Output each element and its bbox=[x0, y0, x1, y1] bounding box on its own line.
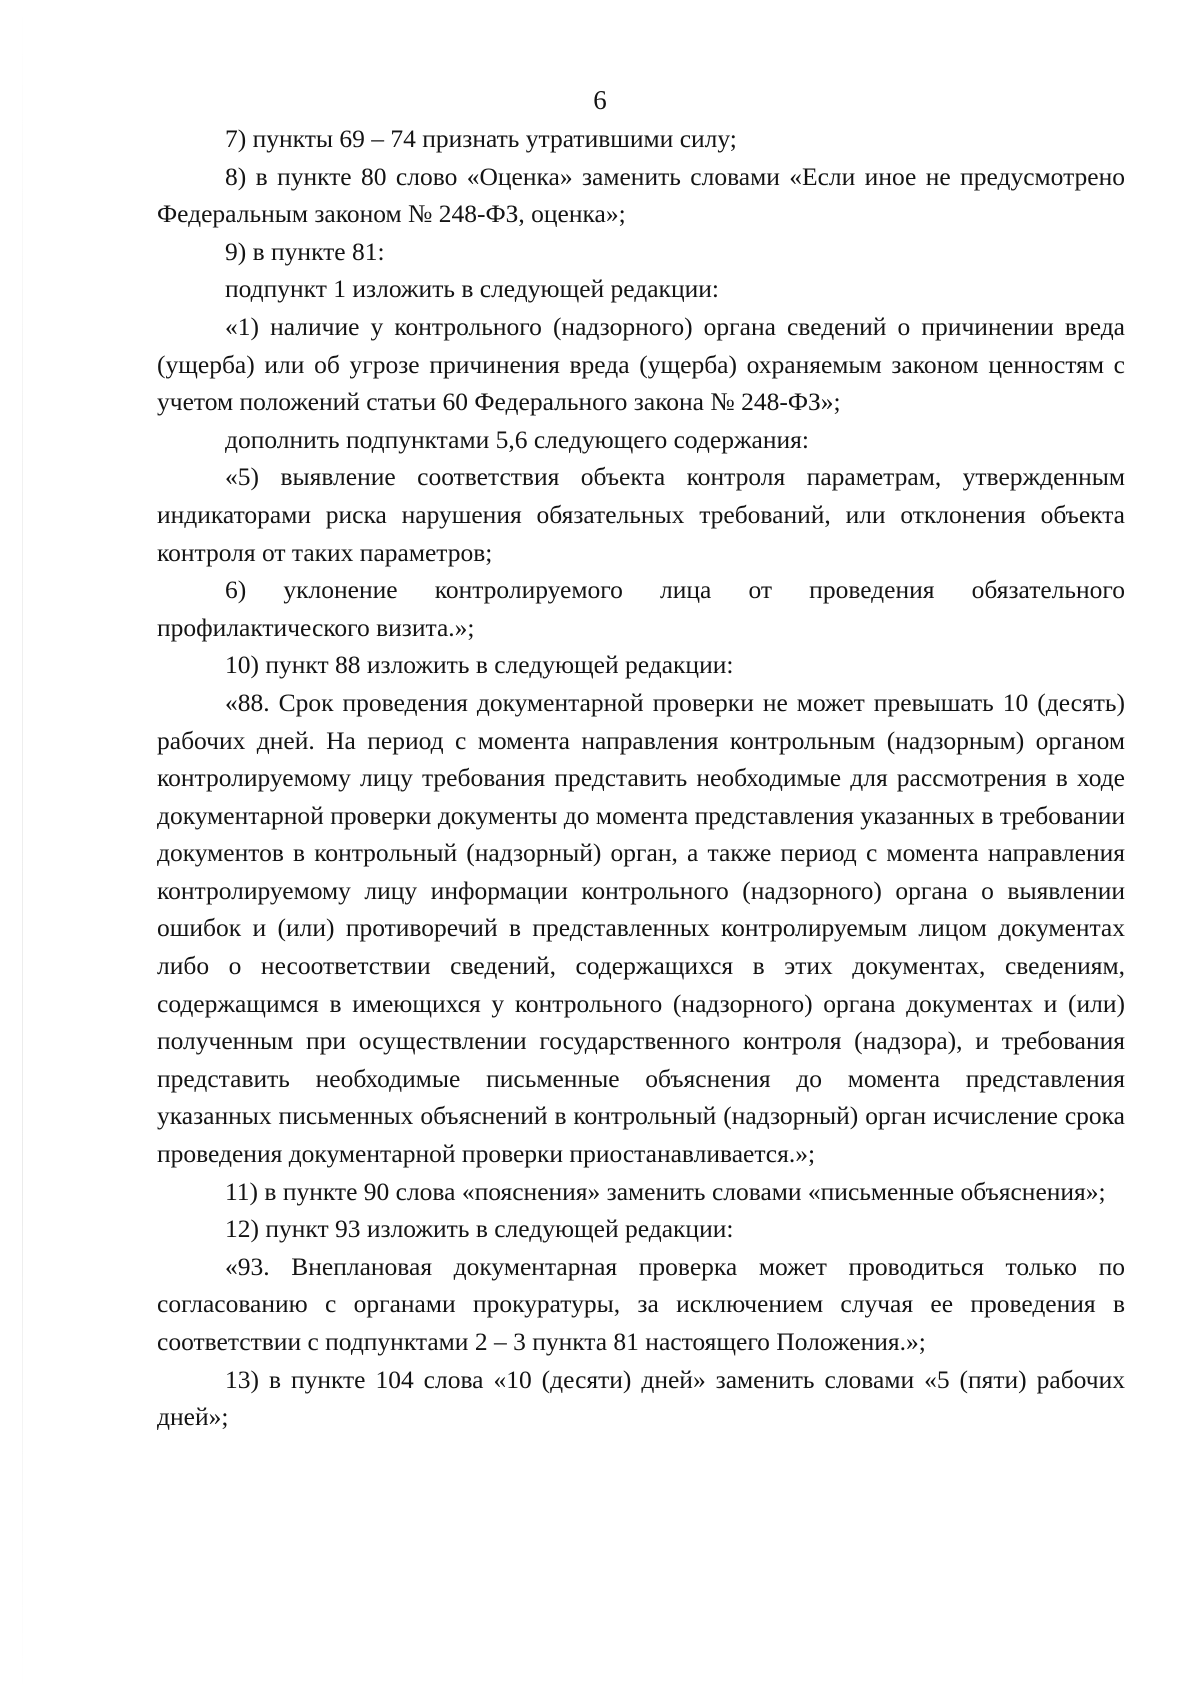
paragraph-subitem-5-text: «5) выявление соответствия объекта контроля параметрам, утвержденным индикаторами риска нарушения обязательных требований, или отклонения объекта контроля от таких параметров; bbox=[157, 462, 1125, 567]
paragraph-item-12: 12) пункт 93 изложить в следующей редакции: bbox=[225, 1214, 734, 1244]
paragraph-item-11: 11) в пункте 90 слова «пояснения» заменить словами «письменные объяснения»; bbox=[225, 1176, 1106, 1206]
paragraph-subitem-1-text: «1) наличие у контрольного (надзорного) органа сведений о причинении вреда (ущерба) или об угрозе причинения вреда (ущерба) охраняемым законом ценностям с учетом положений статьи 60 Федерального закона № 248-ФЗ»; bbox=[157, 311, 1125, 417]
paragraph-add-subitems-heading: дополнить подпунктами 5,6 следующего содержания: bbox=[225, 424, 809, 454]
paragraph-item-8: 8) в пункте 80 слово «Оценка» заменить словами «Если иное не предусмотрено Федеральным законом № 248-ФЗ, оценка»; bbox=[157, 161, 1125, 229]
paragraph-item-7: 7) пункты 69 – 74 признать утратившими силу; bbox=[225, 124, 737, 153]
paragraph-item-13: 13) в пункте 104 слова «10 (десяти) дней» заменить словами «5 (пяти) рабочих дней»; bbox=[157, 1364, 1125, 1432]
paragraph-subitem-6-text: 6) уклонение контролируемого лица от проведения обязательного профилактического визита.»; bbox=[157, 575, 1125, 642]
paragraph-point-93-text: «93. Внеплановая документарная проверка может проводиться только по согласованию с органами прокуратуры, за исключением случая ее проведения в соответствии с подпунктами 2 – 3 пункта 81 настоящего Положения.»; bbox=[157, 1251, 1125, 1356]
document-body bbox=[157, 120, 1125, 1436]
page-number: 6 bbox=[593, 85, 607, 115]
paragraph-point-88-text: «88. Срок проведения документарной проверки не может превышать 10 (десять) рабочих дней. На период с момента направления контрольным (надзорным) органом контролируемому лицу требования представить необходимые для рассмотрения в ходе документарной проверки документы до момента представления указанных в требовании документов в контрольный (надзорный) орган, а также период с момента направления контролируемому лицу информации контрольного (надзорного) органа о выявлении ошибок и (или) противоречий в представленных контролируемым лицом документах либо о несоответствии сведений, содержащихся в этих документах, сведениям, содержащимся в имеющихся у контрольного (надзорного) органа документах и (или) полученным при осуществлении государственного контроля (надзора), и требования представить необходимые письменные объяснения до момента представления указанных письменных объяснений в контрольный (надзорный) орган исчисление срока проведения документарной проверки приостанавливается.»; bbox=[157, 687, 1125, 1169]
paragraph-item-10: 10) пункт 88 изложить в следующей редакции: bbox=[225, 650, 734, 680]
scan-edge-mark bbox=[22, 0, 23, 1697]
paragraph-subitem-1-heading: подпункт 1 изложить в следующей редакции: bbox=[225, 274, 719, 304]
paragraph-item-9: 9) в пункте 81: bbox=[225, 236, 385, 266]
